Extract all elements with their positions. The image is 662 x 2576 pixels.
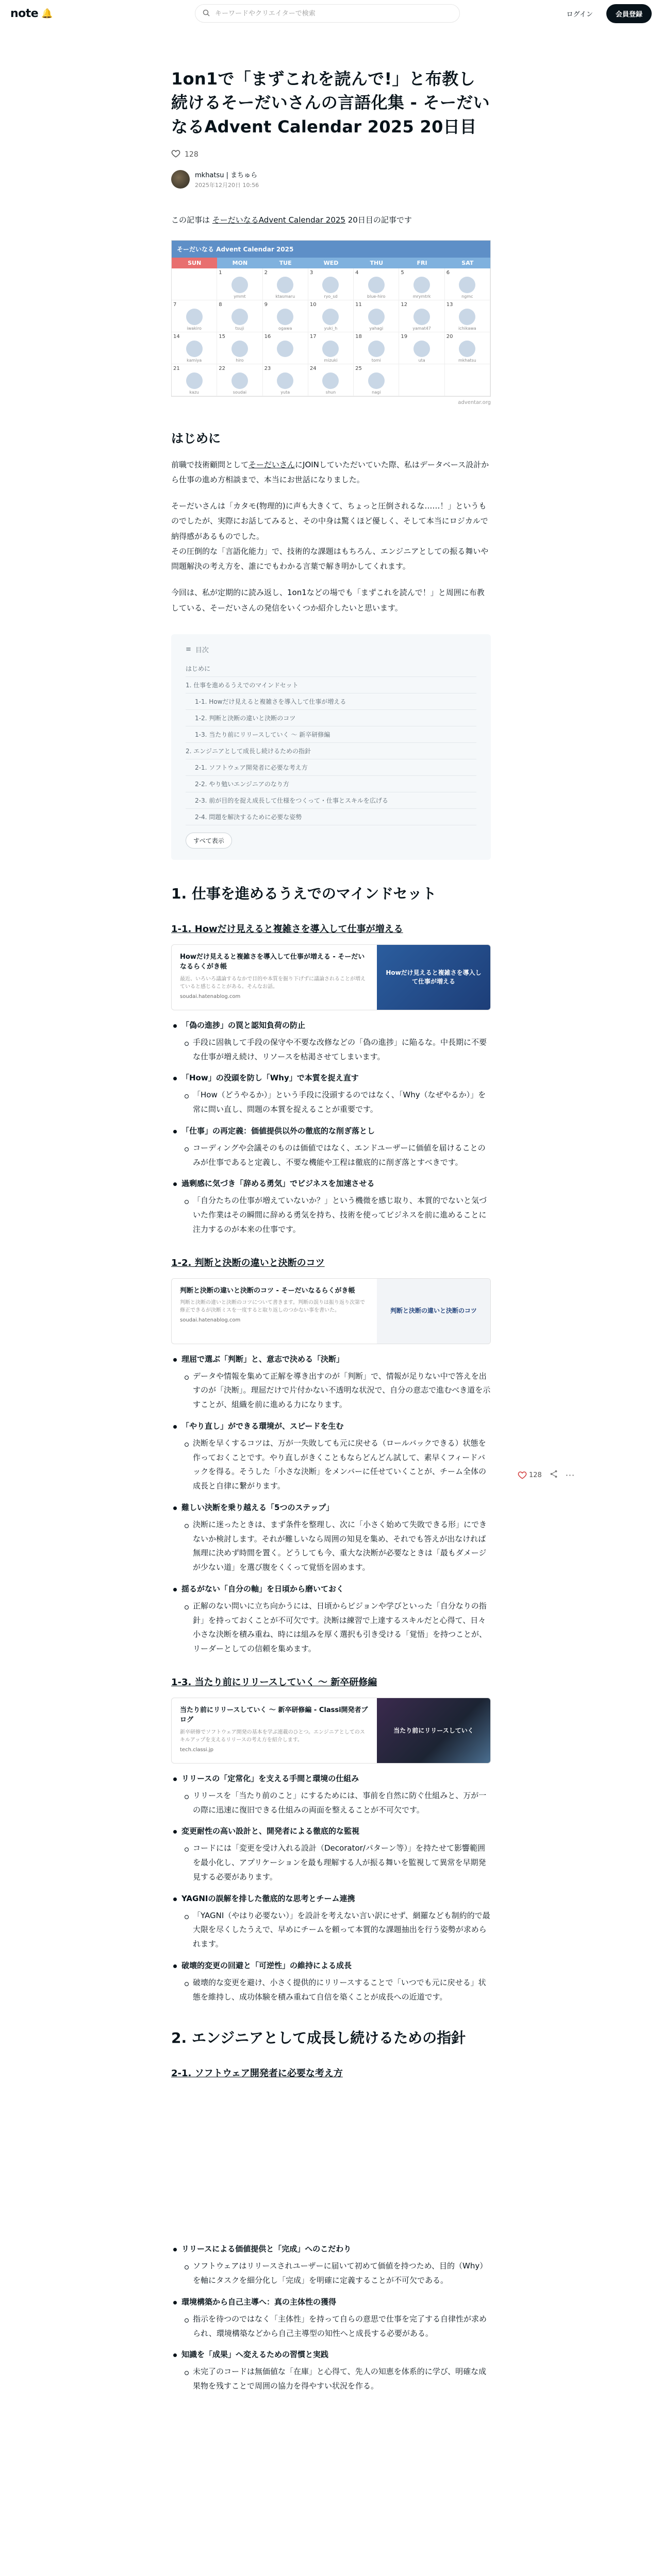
section-heading-intro: はじめに: [171, 431, 221, 446]
calendar-days: [172, 258, 490, 268]
participant-name: ktasmaru: [275, 294, 295, 299]
calendar-cell[interactable]: [308, 332, 354, 364]
bullet-subitem: 「自分たちの仕事が増えていないか？」という機微を感じ取り、本質的でないと気づいた作業はその瞬間に辞める勇気を持ち、技術を使ってビジネスを前に進めることに注力するのが本来の仕事です。: [181, 1194, 491, 1236]
toc-show-all-button[interactable]: すべて表示: [186, 833, 232, 849]
participant-name: ogawa: [278, 326, 292, 331]
calendar-cell[interactable]: [354, 300, 399, 332]
participant-name: mrymtrk: [412, 294, 431, 299]
participant-icon: [231, 372, 248, 389]
participant-name: mkhatsu: [458, 358, 476, 363]
bullet-item: [171, 2295, 491, 2341]
day-label: SAT: [445, 258, 490, 268]
participant-name: uta: [418, 358, 425, 363]
embed-card[interactable]: [171, 1278, 491, 1344]
calendar-day-number: 5: [401, 269, 404, 276]
bullet-heading: 難しい決断を乗り越える「5つのステップ」: [181, 1502, 334, 1512]
participant-icon: [459, 277, 475, 293]
lead-suffix: 20日目の記事です: [345, 215, 412, 225]
bullet-item: [171, 1772, 491, 1818]
participant-icon: [459, 309, 475, 325]
table-of-contents: [171, 634, 491, 860]
calendar-day-number: 21: [173, 365, 180, 371]
participant-name: mizuki: [324, 358, 338, 363]
subheading-1-2: [171, 1256, 491, 1269]
embed-desc: 新卒研修でソフトウェア開発の基本を学ぶ連載のひとつ。エンジニアとしてのスキルアップを支えるリリースの考え方を紹介します。: [180, 1729, 365, 1743]
calendar-day-number: 22: [219, 365, 226, 371]
list-icon: ≡: [186, 645, 191, 653]
lead-prefix: この記事は: [171, 215, 210, 225]
embed-card[interactable]: [171, 1698, 491, 1764]
intro-paragraph: その圧倒的な「言語化能力」で、技術的な課題はもちろん、エンジニアとしての振る舞いや問題解決の考え方を、誰にでもわかる言葉で解き明かしてくれます。: [171, 546, 489, 571]
bullet-heading: 「How」の没頭を防し「Why」で本質を捉え直す: [181, 1073, 359, 1083]
participant-icon: [186, 341, 203, 357]
calendar-cell[interactable]: [263, 364, 308, 396]
participant-name: ryo_sd: [324, 294, 338, 299]
bullet-heading: YAGNIの誤解を排した徹底的な思考とチーム連携: [181, 1893, 355, 1903]
participant-name: yamat47: [412, 326, 431, 331]
like-button[interactable]: [171, 149, 180, 160]
calendar-cell[interactable]: [399, 300, 444, 332]
subheading-1-1: [171, 922, 491, 935]
calendar-day-number: 16: [264, 333, 271, 340]
day-label: WED: [308, 258, 354, 268]
day-label: SUN: [172, 258, 217, 268]
bullet-subitem: データや情報を集めて正解を導き出すのが「判断」で、情報が足りない中で答えを出すのが「決断」。理屈だけで片付かない不透明な状況で、自分の意志で進むべき道を示すことが、組織を前に進める力になります。: [181, 1369, 491, 1412]
heart-icon: [518, 1470, 527, 1480]
embed-title: 判断と決断の違いと決断のコツ - そーだいなるらくがき帳: [180, 1286, 355, 1295]
bullet-list: [171, 1019, 491, 1237]
toc-item[interactable]: 2-4. 問題を解決するために必要な姿勢: [186, 809, 476, 825]
participant-icon: [322, 309, 339, 325]
author-row: [171, 170, 491, 189]
toc-item[interactable]: はじめに: [186, 660, 476, 677]
participant-name: nagi: [372, 389, 381, 395]
subheading-1-3: [171, 1675, 491, 1688]
calendar-cell: [445, 364, 490, 396]
calendar-cell[interactable]: [445, 332, 490, 364]
calendar-cell[interactable]: [217, 268, 262, 300]
participant-icon: [459, 341, 475, 357]
embed-card[interactable]: [171, 944, 491, 1010]
bullet-heading: 「偽の進捗」の罠と認知負荷の防止: [181, 1020, 306, 1030]
like-row: [171, 149, 491, 160]
publish-date: 2025年12月20日 10:56: [195, 182, 259, 189]
embed-title: 当たり前にリリースしていく 〜 新卒研修編 - Classi開発者ブログ: [180, 1706, 368, 1724]
floating-like-button[interactable]: [518, 1470, 542, 1480]
like-count: 128: [185, 150, 198, 159]
calendar-day-number: 6: [446, 269, 450, 276]
bullet-item: [171, 1959, 491, 2005]
participant-icon: [322, 277, 339, 293]
toc-item[interactable]: 1-3. 当たり前にリリースしていく 〜 新卒研修編: [186, 726, 476, 743]
calendar-cell[interactable]: [354, 268, 399, 300]
participant-icon: [186, 372, 203, 389]
floating-actions: [518, 1469, 575, 1481]
participant-icon: [368, 372, 385, 389]
participant-icon: [322, 372, 339, 389]
bullet-heading: 環境構築から自己主導へ：真の主体性の獲得: [181, 2297, 337, 2307]
subheading-2-1-link[interactable]: 2-1. ソフトウェア開発者に必要な考え方: [171, 2068, 343, 2079]
calendar-day-number: 13: [446, 301, 453, 308]
toc-item[interactable]: 2. エンジニアとして成長し続けるための指針: [186, 743, 476, 759]
calendar-cell[interactable]: [308, 300, 354, 332]
floating-like-count: 128: [529, 1471, 542, 1479]
bullet-heading: 「仕事」の再定義：価値提供以外の徹底的な削ぎ落とし: [181, 1126, 375, 1136]
embed-url: tech.classi.jp: [180, 1747, 213, 1753]
bullet-list: [171, 1352, 491, 1656]
participant-icon: [368, 309, 385, 325]
toc-header: [186, 645, 476, 654]
bullet-heading: リリースによる価値提供と「完成」へのこだわり: [181, 2244, 352, 2254]
calendar-cell: [172, 268, 217, 300]
calendar-cell[interactable]: [445, 268, 490, 300]
bullet-subitem: リリースを「当たり前のこと」にするためには、事前を自然に防ぐ仕組みと、万が一の際に迅速に復旧できる仕組みの両面を整えることが不可欠です。: [181, 1789, 491, 1818]
advent-calendar-image[interactable]: [171, 240, 491, 397]
participant-name: ymmt: [234, 294, 246, 299]
calendar-cell[interactable]: [217, 332, 262, 364]
intro-section: [171, 457, 491, 616]
bullet-subitem: ソフトウェアはリリースされユーザーに届いて初めて価値を持つため、目的（Why）を軸にタスクを細分化し「完成」を明確に定義することが不可欠である。: [181, 2259, 491, 2288]
soudai-link[interactable]: そーだいさん: [249, 460, 295, 469]
subheading-1-1-link[interactable]: 1-1. Howだけ見えると複雑さを導入して仕事が増える: [171, 923, 403, 935]
bullet-subitem: 指示を待つのではなく「主体性」を持って自らの意思で仕事を完了する自律性が求められ、環境構築などから自己主導型の知性へと成長する必要がある。: [181, 2312, 491, 2341]
day-label: THU: [354, 258, 399, 268]
bell-icon: 🔔: [41, 8, 53, 19]
bullet-heading: 破壊的変更の回避と「可逆性」の維持による成長: [181, 1960, 352, 1970]
calendar-cell[interactable]: [217, 300, 262, 332]
participant-icon: [277, 277, 293, 293]
more-icon[interactable]: ···: [565, 1470, 575, 1480]
calendar-cell: [399, 364, 444, 396]
participant-name: iwakiro: [187, 326, 202, 331]
participant-name: tomi: [371, 358, 381, 363]
calendar-day-number: 17: [309, 333, 317, 340]
calendar-day-number: 2: [264, 269, 268, 276]
bullet-heading: 揺るがない「自分の軸」を日頃から磨いておく: [181, 1584, 344, 1594]
calendar-cell[interactable]: [399, 268, 444, 300]
signup-button[interactable]: 会員登録: [606, 4, 652, 23]
bullet-heading: リリースの「定常化」を支える手間と環境の仕組み: [181, 1773, 359, 1783]
bullet-item: [171, 1177, 491, 1236]
subheading-2-1: [171, 2066, 491, 2079]
calendar-day-number: 7: [173, 301, 177, 308]
calendar-day-number: 15: [219, 333, 226, 340]
participant-icon: [231, 309, 248, 325]
calendar-day-number: 3: [309, 269, 313, 276]
calendar-title: そーだいなる Advent Calendar 2025: [172, 241, 490, 258]
bullet-heading: 「やり直し」ができる環境が、スピードを生む: [181, 1421, 344, 1431]
calendar-day-number: 24: [309, 365, 317, 371]
intro-p1-b: にJOINしていただいていた際、私はデータベース設計から仕事の進め方相談まで、本当にお世話になりました。: [171, 460, 489, 484]
embed-url: soudai.hatenablog.com: [180, 993, 241, 999]
calendar-day-number: 14: [173, 333, 180, 340]
calendar-source: adventar.org: [458, 399, 491, 405]
calendar-cell[interactable]: [263, 268, 308, 300]
calendar-day-number: 4: [355, 269, 359, 276]
bullet-subitem: 未完了のコードは無価値な「在庫」と心得て、先人の知恵を体系的に学び、明確な成果物を残すことで周囲の協力を得やすい状況を作る。: [181, 2365, 491, 2394]
intro-paragraph: [171, 457, 491, 488]
toc-item[interactable]: 1. 仕事を進めるうえでのマインドセット: [186, 677, 476, 693]
bullet-subitem: 「YAGNI（やはり必要ない）」を設計を考えない言い訳にせず、網羅なども制約的で最大限を尽くしたうえで、早めにチームを頼って本質的な課題抽出を行う姿勢が求められます。: [181, 1909, 491, 1952]
participant-icon: [231, 277, 248, 293]
calendar-day-number: 10: [309, 301, 317, 308]
calendar-cell[interactable]: [354, 332, 399, 364]
calendar-day-number: 12: [401, 301, 408, 308]
share-icon[interactable]: [549, 1469, 558, 1481]
embed-title: Howだけ見えると複雑さを導入して仕事が増える - そーだいなるらくがき帳: [180, 953, 365, 971]
bullet-item: [171, 1419, 491, 1494]
bullet-item: [171, 1501, 491, 1575]
calendar-day-number: 1: [219, 269, 222, 276]
search-icon: [203, 9, 210, 19]
section-heading-2: 2. エンジニアとして成長し続けるための指針: [171, 2029, 466, 2047]
calendar-day-number: 19: [401, 333, 408, 340]
bullet-item: [171, 1071, 491, 1117]
login-button[interactable]: ログイン: [566, 10, 593, 19]
calendar-day-number: 25: [355, 365, 362, 371]
subheading-1-2-link[interactable]: 1-2. 判断と決断の違いと決断のコツ: [171, 1257, 325, 1268]
intro-p1-a: 前職で技術顧問として: [171, 460, 249, 469]
participant-icon: [368, 341, 385, 357]
participant-name: shun: [325, 389, 336, 395]
toc-item[interactable]: 2-1. ソフトウェア開発者に必要な考え方: [186, 759, 476, 776]
calendar-day-number: 18: [355, 333, 362, 340]
participant-name: yuki_h: [324, 326, 338, 331]
toc-item[interactable]: 1-1. Howだけ見えると複雑さを導入して仕事が増える: [186, 693, 476, 710]
bullet-item: [171, 1352, 491, 1412]
embed-thumbnail: 判断と決断の違いと決断のコツ: [377, 1279, 490, 1344]
bullet-item: [171, 2242, 491, 2288]
article-title: 1on1で「まずこれを読んで!」と布教し続けるそーだいさんの言語化集 - そーだいなるAdvent Calendar 2025 20日目: [171, 69, 490, 137]
calendar-cell[interactable]: [354, 364, 399, 396]
toc-label: 目次: [195, 646, 209, 654]
bullet-heading: 過剰感に気づき「辞める勇気」でビジネスを加速させる: [181, 1179, 375, 1189]
bullet-item: [171, 1124, 491, 1170]
participant-name: ichikawa: [458, 326, 476, 331]
bullet-subitem: 正解のない問いに立ち向かうには、日頃からビジョンや学びといった「自分なりの指針」を持っておくことが不可欠です。決断は練習で上達するスキルだと心得て、日々小さな決断を積み重ね、時には組みを厚く選択も引き受ける「覚悟」を持つことが、リーダーとしての信頼を集めます。: [181, 1599, 491, 1656]
day-label: FRI: [399, 258, 444, 268]
note-logo[interactable]: [10, 7, 53, 20]
calendar-day-number: 9: [264, 301, 268, 308]
bullet-item: [171, 2348, 491, 2394]
author-name[interactable]: mkhatsu | まちゅら: [195, 172, 258, 180]
bullet-item: [171, 1892, 491, 1952]
participant-icon: [368, 277, 385, 293]
participant-name: yuta: [280, 389, 290, 395]
bullet-subitem: 破壊的な変更を避け、小さく提供的にリリースすることで「いつでも元に戻せる」状態を維持し、成功体験を積み重ねて自信を築くことが成長への近道です。: [181, 1976, 491, 2005]
toc-item[interactable]: 2-2. やり勉いエンジニアのなり方: [186, 776, 476, 792]
embed-thumbnail: Howだけ見えると複雑さを導入して仕事が増える: [377, 945, 490, 1010]
calendar-day-number: 11: [355, 301, 362, 308]
participant-icon: [277, 309, 293, 325]
embed-desc: 最近、いろいろ議論するなかで目的や本質を掘り下げずに議論されることが増えていると感じることがある。そんなお話。: [180, 976, 366, 990]
bullet-subitem: コードには「変更を受け入れる設計（Decorator/パターン等）」を持たせて影響範囲を最小化し、アプリケーションを最も理解する人が振る舞いを監視して異常を早期発見する必要があります。: [181, 1841, 491, 1884]
participant-icon: [322, 341, 339, 357]
embed-url: soudai.hatenablog.com: [180, 1317, 241, 1324]
participant-icon: [277, 372, 293, 389]
bullet-heading: 理屈で選ぶ「判断」と、意志で決める「決断」: [181, 1354, 344, 1364]
calendar-cell[interactable]: [172, 300, 217, 332]
participant-name: tsuji: [235, 326, 244, 331]
bullet-item: [171, 1582, 491, 1656]
calendar-cell[interactable]: [308, 364, 354, 396]
bullet-heading: 知識を「成果」へ変えるための習慣と実践: [181, 2350, 329, 2360]
header-actions: [559, 4, 652, 23]
section-heading-1: 1. 仕事を進めるうえでのマインドセット: [171, 885, 437, 902]
participant-name: kamiya: [187, 358, 202, 363]
logo-text: note: [10, 7, 39, 20]
embed-thumbnail: 当たり前にリリースしていく: [377, 1698, 490, 1763]
participant-name: blue-hiro: [367, 294, 386, 299]
toc-item[interactable]: 2-3. 前が目的を捉え成長して仕様をつくって・仕事とスキルを広げる: [186, 792, 476, 809]
avatar[interactable]: [171, 170, 190, 189]
bullet-subitem: 手段に固執して手段の保守や不要な改修などの「偽の進捗」に陥るな。中長期に不要な仕事が増え続け、リソースを枯渇させてしまいます。: [181, 1036, 491, 1064]
participant-icon: [231, 341, 248, 357]
participant-icon: [413, 277, 430, 293]
bullet-list: [171, 2242, 491, 2394]
day-label: MON: [217, 258, 262, 268]
calendar-cell[interactable]: [217, 364, 262, 396]
participant-icon: [413, 341, 430, 357]
search-input[interactable]: [215, 10, 452, 18]
participant-name: soudai: [233, 389, 247, 395]
lead-text: [171, 213, 491, 228]
bullet-subitem: 「How（どうやるか）」という手段に没頭するのではなく、「Why（なぜやるか）」を常に問い直し、問題の本質を捉えることが重要です。: [181, 1088, 491, 1117]
participant-name: ngmc: [461, 294, 473, 299]
calendar-day-number: 23: [264, 365, 271, 371]
calendar-cell[interactable]: [263, 332, 308, 364]
toc-item[interactable]: 1-2. 判断と決断の違いと決断のコツ: [186, 710, 476, 726]
heart-icon: [171, 149, 180, 158]
calendar-day-number: 8: [219, 301, 222, 308]
calendar-day-number: 20: [446, 333, 453, 340]
bullet-item: [171, 1824, 491, 1884]
subheading-1-3-link[interactable]: 1-3. 当たり前にリリースしていく 〜 新卒研修編: [171, 1676, 377, 1688]
calendar-cell[interactable]: [172, 332, 217, 364]
participant-name: hiro: [236, 358, 244, 363]
embed-desc: 判断と決断の違いと決断のコツについて書きます。判断の誤りは振り返り次第で修正できるが決断ミスを一度すると取り返しのつかない事を書いた。: [180, 1300, 365, 1314]
participant-icon: [186, 309, 203, 325]
day-label: TUE: [263, 258, 308, 268]
calendar-cell[interactable]: [399, 332, 444, 364]
calendar-cell[interactable]: [172, 364, 217, 396]
participant-name: kazu: [189, 389, 199, 395]
embed-placeholder-space: [171, 2079, 491, 2234]
calendar-cell[interactable]: [308, 268, 354, 300]
bullet-item: [171, 1019, 491, 1064]
bullet-list: [171, 1772, 491, 2005]
toc-list: [186, 660, 476, 825]
participant-icon: [413, 309, 430, 325]
bullet-subitem: 決断を早くするコツは、万が一失敗しても元に戻せる（ロールバックできる）状態を作っておくことです。やり直しがきくこともならどんどん試して、素早くフィードバックを得る。そうした「小さな決断」をメンバーに任せていくことが、チーム全体の成長と自律に繋がります。: [181, 1436, 491, 1494]
search-box[interactable]: [195, 4, 460, 23]
bullet-heading: 変更耐性の高い設計と、開発者による徹底的な監視: [181, 1826, 360, 1836]
participant-icon: [277, 341, 293, 357]
bullet-subitem: 決断に迷ったときは、まず条件を整理し、次に「小さく始めて失敗できる形」にできないか検討します。それが難しいなら周囲の知見を集め、それでも答えが出なければ無理に決めず時間を置く。どうしても今、重大な決断が必要なときは「最もダメージが少ない道」を選び腹をくくって覚悟を固めます。: [181, 1518, 491, 1575]
article: [171, 67, 491, 2394]
calendar-grid: [172, 268, 490, 396]
site-header: [0, 0, 662, 27]
intro-paragraph: そーだいさんは「カタモ(物理的)に声も大きくて、ちょっと圧倒されるな……！」というものでしたが、実際にお話してみると、その中身は驚くほど優しく、そして本当にロジカルで納得感があるものでした。: [171, 501, 488, 541]
bullet-subitem: コーディングや会議そのものは価値ではなく、エンドユーザーに価値を届けることのみが仕事であると定義し、不要な機能や工程は徹底的に削ぎ落とすべきです。: [181, 1141, 491, 1170]
calendar-cell[interactable]: [263, 300, 308, 332]
advent-calendar-link[interactable]: そーだいなるAdvent Calendar 2025: [212, 215, 345, 225]
calendar-cell[interactable]: [445, 300, 490, 332]
intro-paragraph: 今回は、私が定期的に読み返し、1on1などの場でも「まずこれを読んで！」と周囲に布教している、そーだいさんの発信をいくつか紹介したいと思います。: [171, 588, 485, 613]
participant-name: yahagi: [369, 326, 384, 331]
